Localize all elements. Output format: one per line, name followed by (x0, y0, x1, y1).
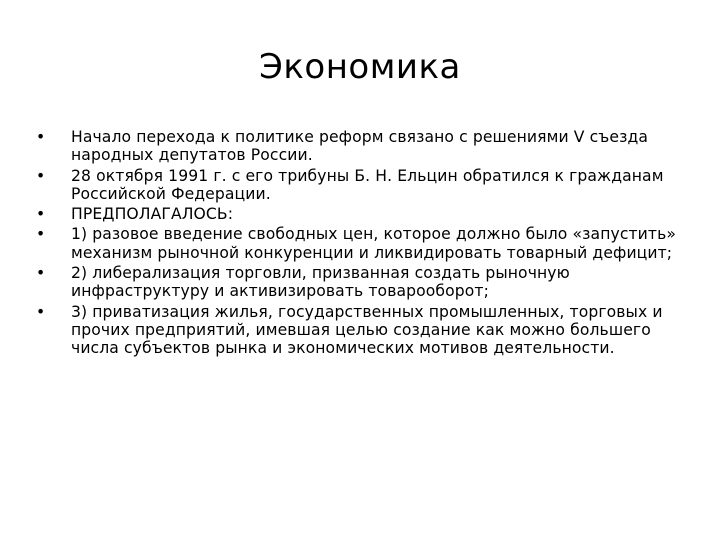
bullet-text: Начало перехода к политике реформ связано с решениями V съезда народных депутатов России. (71, 128, 649, 165)
bullet-item (36, 303, 692, 358)
bullet-item (36, 225, 692, 262)
bullet-item (36, 205, 692, 223)
bullet-text: 1) разовое введение свободных цен, которое должно было «запустить» механизм рыночной конкуренции и ликвидировать товарный дефицит; (71, 225, 677, 262)
bullet-list (36, 128, 692, 360)
bullet-item (36, 128, 692, 165)
bullet-marker: • (36, 264, 46, 283)
bullet-marker: • (36, 225, 46, 244)
bullet-item (36, 264, 692, 301)
bullet-text: 2) либерализация торговли, призванная создать рыночную инфраструктуру и активизировать товарооборот; (71, 264, 570, 301)
bullet-marker: • (36, 302, 46, 321)
bullet-text: ПРЕДПОЛАГАЛОСЬ: (71, 205, 234, 224)
bullet-text: 28 октября 1991 г. с его трибуны Б. Н. Ельцин обратился к гражданам Российской Федерации. (71, 166, 664, 203)
bullet-text: 3) приватизация жилья, государственных промышленных, торговых и прочих предприятий, имевшая целью создание как можно большего числа субъектов рынка и экономических мотивов деятельности. (71, 302, 663, 358)
bullet-marker: • (36, 205, 46, 224)
slide-title: Экономика (259, 47, 461, 87)
bullet-marker: • (36, 128, 46, 146)
bullet-marker: • (36, 166, 46, 185)
bullet-item (36, 167, 692, 204)
